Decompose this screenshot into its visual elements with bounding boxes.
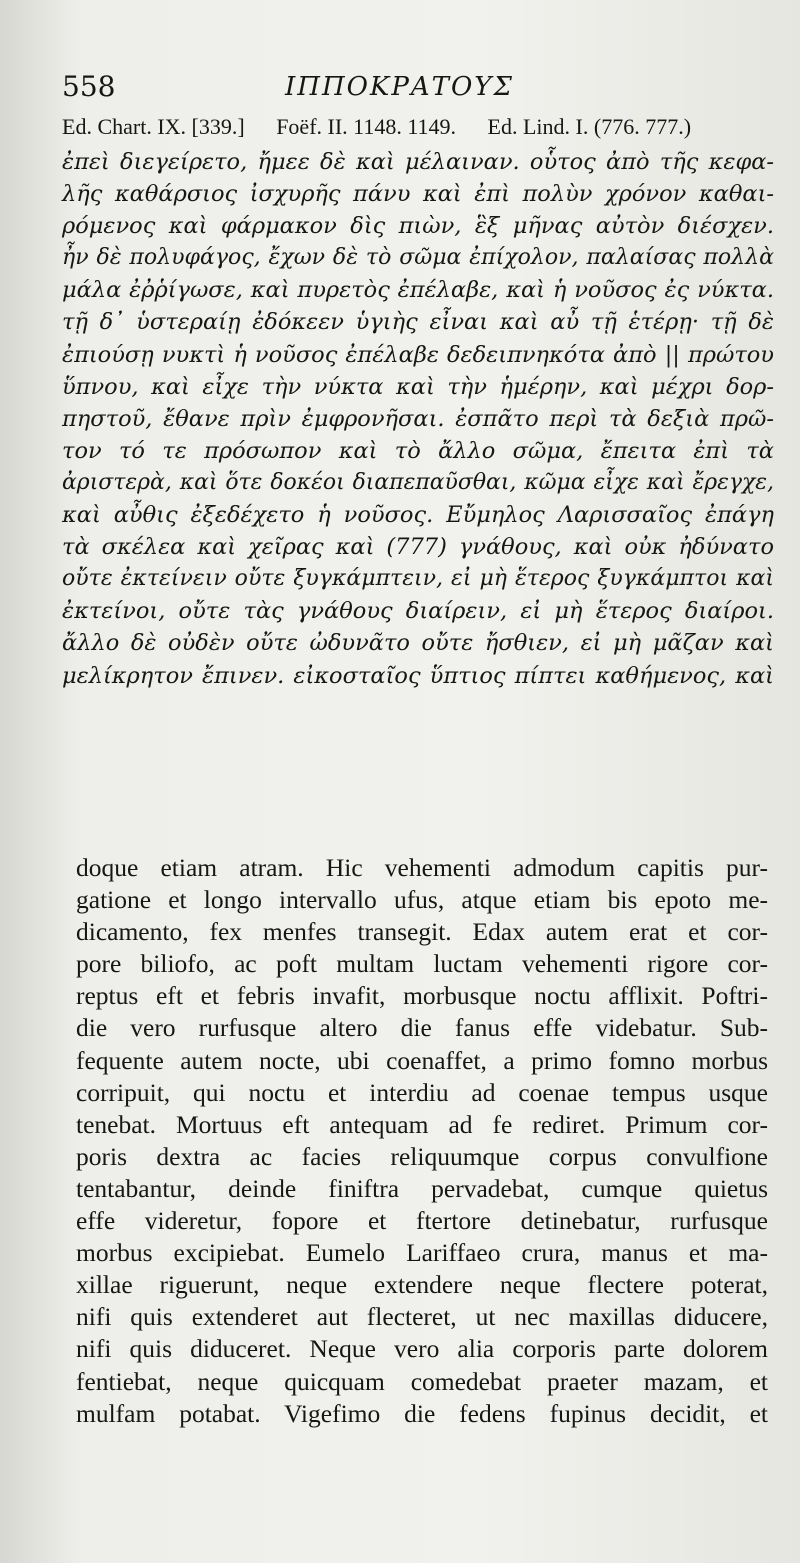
page-header (62, 70, 740, 110)
greek-line: λῆς καθάρσιος ἰσχυρῆς πάνυ καὶ ἐπὶ πολὺν χρόνον καθαι- (62, 181, 774, 208)
greek-line: τῇ δ᾽ ὑστεραίῃ ἐδόκεεν ὑγιὴς εἶναι καὶ αὖ τῇ ἑτέρῃ· τῇ δὲ (62, 309, 774, 336)
latin-line: effe videretur, fopore et ftertore detinebatur, rurfusque (76, 1206, 768, 1236)
edition-ref-chartier: Ed. Chart. IX. [339.] (62, 114, 245, 139)
latin-line: gatione et longo intervallo ufus, atque etiam bis epoto me- (76, 885, 768, 915)
greek-line: τον τό τε πρόσωπον καὶ τὸ ἄλλο σῶμα, ἔπειτα ἐπὶ τὰ (62, 437, 774, 464)
latin-line: tenebat. Mortuus eft antequam ad fe rediret. Primum cor- (76, 1109, 768, 1139)
running-title: ΙΠΠΟΚΡΑΤΟΥΣ (285, 72, 514, 102)
greek-line: οὔτε ἐκτείνειν οὔτε ξυγκάμπτειν, εἰ μὴ ἕτερος ξυγκάμπτοι καὶ (62, 566, 774, 592)
greek-line: ἐπιούσῃ νυκτὶ ἡ νοῦσος ἐπέλαβε δεδειπνηκότα ἀπὸ || πρώτου (62, 341, 774, 368)
greek-line: ὕπνου, καὶ εἶχε τὴν νύκτα καὶ τὴν ἡμέρην, καὶ μέχρι δορ- (62, 373, 774, 400)
latin-translation-block (76, 852, 768, 1430)
edition-references (62, 114, 770, 140)
latin-line: nifi quis extenderet aut flecteret, ut nec maxillas diducere, (76, 1302, 768, 1332)
greek-line: ἐπεὶ διεγείρετο, ἤμεε δὲ καὶ μέλαιναν. οὗτος ἀπὸ τῆς κεφα- (62, 149, 774, 175)
edition-ref-foesius: Foëf. II. 1148. 1149. (276, 114, 457, 139)
greek-line: καὶ αὖθις ἐξεδέχετο ἡ νοῦσος. Εὔμηλος Λαρισσαῖος ἐπάγη (62, 502, 774, 529)
page-number: 558 (62, 70, 116, 103)
latin-line: poris dextra ac facies reliquumque corpus convulfione (76, 1141, 768, 1171)
greek-line: ἄλλο δὲ οὐδὲν οὔτε ὠδυνᾶτο οὔτε ἤσθιεν, εἰ μὴ μᾶζαν καὶ (62, 630, 774, 657)
greek-line: τὰ σκέλεα καὶ χεῖρας καὶ (777) γνάθους, καὶ οὐκ ἠδύνατο (62, 534, 774, 561)
greek-line: μάλα ἐῤῥίγωσε, καὶ πυρετὸς ἐπέλαβε, καὶ ἡ νοῦσος ἐς νύκτα. (62, 277, 774, 304)
latin-line: dicamento, fex menfes transegit. Edax autem erat et cor- (76, 917, 768, 947)
greek-line: μελίκρητον ἔπινεν. εἰκοσταῖος ὕπτιος πίπτει καθήμενος, καὶ (62, 662, 774, 689)
greek-text-block (62, 146, 774, 692)
greek-line: πηστοῦ, ἔθανε πρὶν ἐμφρονῆσαι. ἐσπᾶτο περὶ τὰ δεξιὰ πρῶ- (62, 405, 774, 432)
latin-line: corripuit, qui noctu et interdiu ad coenae tempus usque (76, 1077, 768, 1107)
latin-line: pore biliofo, ac poft multam luctam vehementi rigore cor- (76, 949, 768, 979)
latin-line: reptus eft et febris invafit, morbusque noctu afflixit. Poftri- (76, 981, 768, 1011)
latin-line: die vero rurfusque altero die fanus effe videbatur. Sub- (76, 1013, 768, 1043)
latin-line: fentiebat, neque quicquam comedebat praeter mazam, et (76, 1366, 768, 1396)
greek-line: ἀριστερὰ, καὶ ὅτε δοκέοι διαπεπαῦσθαι, κῶμα εἶχε καὶ ἔρεγχε, (62, 469, 774, 495)
latin-line: tentabantur, deinde finiftra pervadebat, cumque quietus (76, 1173, 768, 1203)
greek-line: ἦν δὲ πολυφάγος, ἔχων δὲ τὸ σῶμα ἐπίχολον, παλαίσας πολλὰ (62, 245, 774, 271)
latin-line: mulfam potabat. Vigefimo die fedens fupinus decidit, et (76, 1398, 768, 1428)
greek-line: ρόμενος καὶ φάρμακον δὶς πιὼν, ἓξ μῆνας αὐτὸν διέσχεν. (62, 213, 774, 240)
edition-ref-linden: Ed. Lind. I. (776. 777.) (487, 114, 692, 139)
latin-line: fequente autem nocte, ubi coenaffet, a primo fomno morbus (76, 1045, 768, 1075)
section-divider (66, 808, 86, 809)
latin-line: xillae riguerunt, neque extendere neque flectere poterat, (76, 1270, 768, 1300)
latin-line: nifi quis diduceret. Neque vero alia corporis parte dolorem (76, 1334, 768, 1364)
latin-line: doque etiam atram. Hic vehementi admodum capitis pur- (76, 853, 768, 882)
latin-line: morbus excipiebat. Eumelo Lariffaeo crura, manus et ma- (76, 1238, 768, 1268)
greek-line: ἐκτείνοι, οὔτε τὰς γνάθους διαίρειν, εἰ μὴ ἕτερος διαίροι. (62, 598, 774, 625)
